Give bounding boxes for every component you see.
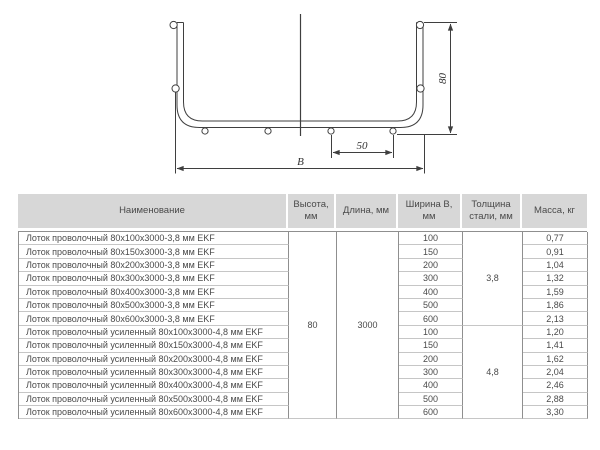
mass-cell: 1,32 bbox=[523, 272, 588, 285]
name-cell: Лоток проволочный 80x400x3000-3,8 мм EKF bbox=[19, 286, 289, 299]
width-cell: 200 bbox=[399, 353, 463, 366]
name-cell: Лоток проволочный усиленный 80x400x3000-4,8 мм EKF bbox=[19, 379, 289, 392]
width-cell: 150 bbox=[399, 339, 463, 352]
width-cell: 600 bbox=[399, 312, 463, 325]
table-body bbox=[18, 231, 587, 419]
length-merged-cell: 3000 bbox=[337, 232, 399, 419]
mass-cell: 1,20 bbox=[523, 326, 588, 339]
spec-table bbox=[18, 194, 587, 419]
height-merged-cell: 80 bbox=[289, 232, 337, 419]
name-cell: Лоток проволочный усиленный 80x150x3000-4,8 мм EKF bbox=[19, 339, 289, 352]
header-thickness: Толщина стали, мм bbox=[462, 194, 522, 228]
mass-cell: 2,88 bbox=[523, 393, 588, 406]
mass-cell: 1,41 bbox=[523, 339, 588, 352]
name-cell: Лоток проволочный 80x500x3000-3,8 мм EKF bbox=[19, 299, 289, 312]
header-width: Ширина В, мм bbox=[398, 194, 462, 228]
mass-cell: 1,86 bbox=[523, 299, 588, 312]
mass-cell: 2,13 bbox=[523, 312, 588, 325]
width-cell: 500 bbox=[399, 393, 463, 406]
width-cell: 500 bbox=[399, 299, 463, 312]
name-cell: Лоток проволочный 80x200x3000-3,8 мм EKF bbox=[19, 259, 289, 272]
width-cell: 100 bbox=[399, 326, 463, 339]
extension-lines bbox=[176, 23, 458, 174]
name-cell: Лоток проволочный усиленный 80x100x3000-4,8 мм EKF bbox=[19, 326, 289, 339]
thickness-merged-cell: 4,8 bbox=[463, 326, 523, 420]
width-cell: 100 bbox=[399, 232, 463, 245]
mass-cell: 2,04 bbox=[523, 366, 588, 379]
name-cell: Лоток проволочный 80x100x3000-3,8 мм EKF bbox=[19, 232, 289, 245]
height-dimension-label: 80 bbox=[437, 73, 450, 84]
thickness-merged-cell: 3,8 bbox=[463, 232, 523, 326]
width-cell: 200 bbox=[399, 259, 463, 272]
dimension-lines bbox=[177, 24, 451, 169]
width-dimension-label: B bbox=[297, 156, 304, 168]
name-cell: Лоток проволочный 80x600x3000-3,8 мм EKF bbox=[19, 312, 289, 325]
pitch-dimension-label: 50 bbox=[356, 140, 368, 152]
width-cell: 300 bbox=[399, 272, 463, 285]
name-cell: Лоток проволочный усиленный 80x200x3000-4,8 мм EKF bbox=[19, 353, 289, 366]
table-header-row bbox=[18, 194, 587, 228]
header-height: Высота, мм bbox=[288, 194, 336, 228]
header-name: Наименование bbox=[18, 194, 288, 228]
name-cell: Лоток проволочный усиленный 80x500x3000-4,8 мм EKF bbox=[19, 393, 289, 406]
width-cell: 400 bbox=[399, 379, 463, 392]
mass-cell: 0,77 bbox=[523, 232, 588, 245]
name-cell: Лоток проволочный 80x150x3000-3,8 мм EKF bbox=[19, 245, 289, 258]
header-mass: Масса, кг bbox=[522, 194, 587, 228]
wire-tray-drawing bbox=[0, 0, 600, 193]
mass-cell: 2,46 bbox=[523, 379, 588, 392]
mass-cell: 3,30 bbox=[523, 406, 588, 419]
name-cell: Лоток проволочный 80x300x3000-3,8 мм EKF bbox=[19, 272, 289, 285]
mass-cell: 1,59 bbox=[523, 286, 588, 299]
width-cell: 300 bbox=[399, 366, 463, 379]
mass-cell: 1,04 bbox=[523, 259, 588, 272]
wire-circles bbox=[170, 21, 424, 134]
mass-cell: 1,62 bbox=[523, 353, 588, 366]
header-length: Длина, мм bbox=[336, 194, 398, 228]
name-cell: Лоток проволочный усиленный 80x300x3000-4,8 мм EKF bbox=[19, 366, 289, 379]
width-cell: 600 bbox=[399, 406, 463, 419]
name-cell: Лоток проволочный усиленный 80x600x3000-4,8 мм EKF bbox=[19, 406, 289, 419]
mass-cell: 0,91 bbox=[523, 245, 588, 258]
width-cell: 150 bbox=[399, 245, 463, 258]
width-cell: 400 bbox=[399, 286, 463, 299]
